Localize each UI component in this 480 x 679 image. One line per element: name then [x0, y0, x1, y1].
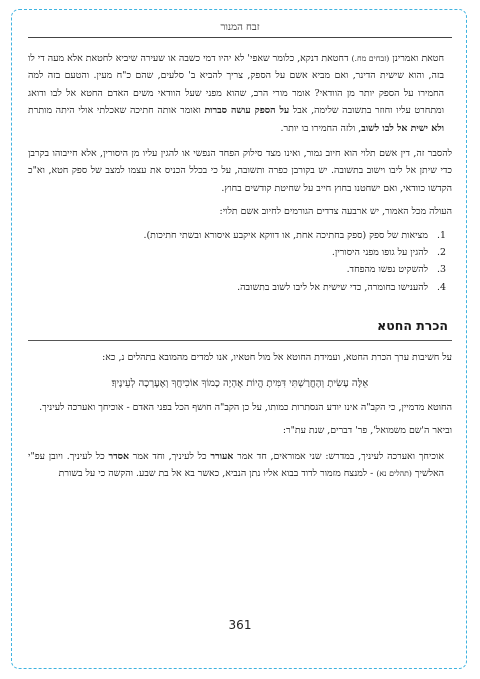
- list-number: 1.: [437, 229, 446, 241]
- list-number: 4.: [437, 281, 446, 293]
- verse-quote: אֵלֶּה עָשִׂיתָ וְהֶחֱרַשְׁתִּי דִּמִּיתָ הֱיוֹת אֶהְיֶה כָמוֹךָ אוֹכִיחֲךָ וְאֶעֶרְכָה לְעֵינֶיךָ׃: [111, 377, 369, 389]
- para1-ref: (זבחים מח.): [351, 54, 390, 63]
- paragraph-7: [28, 448, 452, 483]
- paragraph-2: להסבר זה, דין אשם תלוי הוא חיוב גמור, ואינו מצד סילוק הפחד הנפשי או להגין עליו מן היסורין, אלא חייבוהו בקרבן כדי שיתן אל ליבו וישוב בתשובה. יש בקורבן כפרה ותשובה, על כי בכלל הכניס את עצמו למצב של ספק חטא, וא"כ הקדשו כוודאי, ואם ישחטנו בחוץ חייב על שחיטת קודשים בחוץ.: [28, 148, 452, 194]
- list-item: [28, 227, 452, 244]
- list-text: להשקיט נפשו מהפחד.: [346, 264, 428, 276]
- list-item: [28, 244, 452, 261]
- list-text: להענישו בחומרה, כדי שישית אל ליבו לשוב בתשובה.: [237, 281, 428, 293]
- running-header: זבח המנור: [220, 22, 260, 33]
- para7-text-b: כל לעיניך, וחד אמר: [132, 450, 207, 462]
- para1-text-c: ואומר אותה חתיכה שאכלתי אולי היתה מותרת: [28, 105, 201, 117]
- list-number: 3.: [437, 264, 446, 276]
- factors-list: [28, 227, 452, 297]
- page-content: [28, 22, 452, 482]
- para1-bold-2: ולא ישית אל לבו לשוב: [361, 122, 444, 134]
- para7-bold-2: אסדר: [108, 450, 129, 462]
- paragraph-5: החוטא מדמיין, כי הקב"ה אינו יודע הנסתרות כמותו, על כן הקב"ה חושף הכל בפני האדם - אוכיחך ואערכה לעיניך.: [39, 401, 452, 413]
- para7-ref: (תהלים נא): [376, 468, 412, 478]
- para7-text-a: אוכיחך ואערכה לעיניך, במדרש: שני אמוראים, חד אמר: [237, 450, 445, 462]
- section-rule: [28, 340, 452, 341]
- list-text: להגין על גופו מפני היסורין.: [331, 247, 428, 259]
- para1-bold-1: על הספק עושה סברות: [204, 105, 290, 117]
- paragraph-4: על חשיבות ערך הכרת החטא, ועמידת החוטא אל מול חטאיו, אנו למדים מהמובא בתהלים נ, כא:: [102, 352, 452, 364]
- list-text: מציאות של ספק (ספק בחתיכה אחת, או דווקא איקבע איסורא ובשתי חתיכות).: [143, 229, 428, 241]
- para7-bold-1: אעורר: [210, 450, 234, 462]
- list-item: [28, 279, 452, 296]
- paragraph-6: וביאר ה'שם משמואל', פר' דברים, שנת עת"ר:: [282, 425, 452, 437]
- header-rule: [28, 37, 452, 38]
- paragraph-1: [28, 50, 452, 137]
- para1-text-b: דחטאת דנקא, כלומר שאפי' לא יהיו דמי כשבה או שעירה שיביא לחטאת אלא מעה די לו בזה, והוא שישית הדינר, ואם מביא אשם על הספק, צריך להביא ב' סלעים, שהם כ"ח מעין. והטעם בזה למה החמירו על הספק יותר מן הוודאי? אומר מורי הרב, שהוא מפני שעל הוודאי משים האדם החטא אל לבו ודואג ומתחרט עליו וחוזר בתשובה שלימה, אבל: [28, 53, 445, 117]
- para7-text-d: - למנצח מזמור לדוד בבוא אליו נתן הנביא, כאשר בא אל בת שבע. והקשה כי על בשורת: [58, 467, 374, 479]
- paragraph-3: העולה מכל האמור, יש ארבעה צדדים הגורמים לחיוב אשם תלוי:: [219, 206, 452, 218]
- list-number: 2.: [437, 247, 446, 259]
- para7-text-c: כל לעיניך. ויובן עפ"י האלשיך: [28, 450, 444, 479]
- para1-text-a: חטאת ואמרינן: [392, 53, 444, 64]
- page-number: 361: [228, 618, 252, 632]
- section-title: הכרת החטא: [377, 318, 448, 334]
- list-item: [28, 261, 452, 278]
- para1-text-d: , ולזה החמירו בו יותר.: [280, 122, 362, 134]
